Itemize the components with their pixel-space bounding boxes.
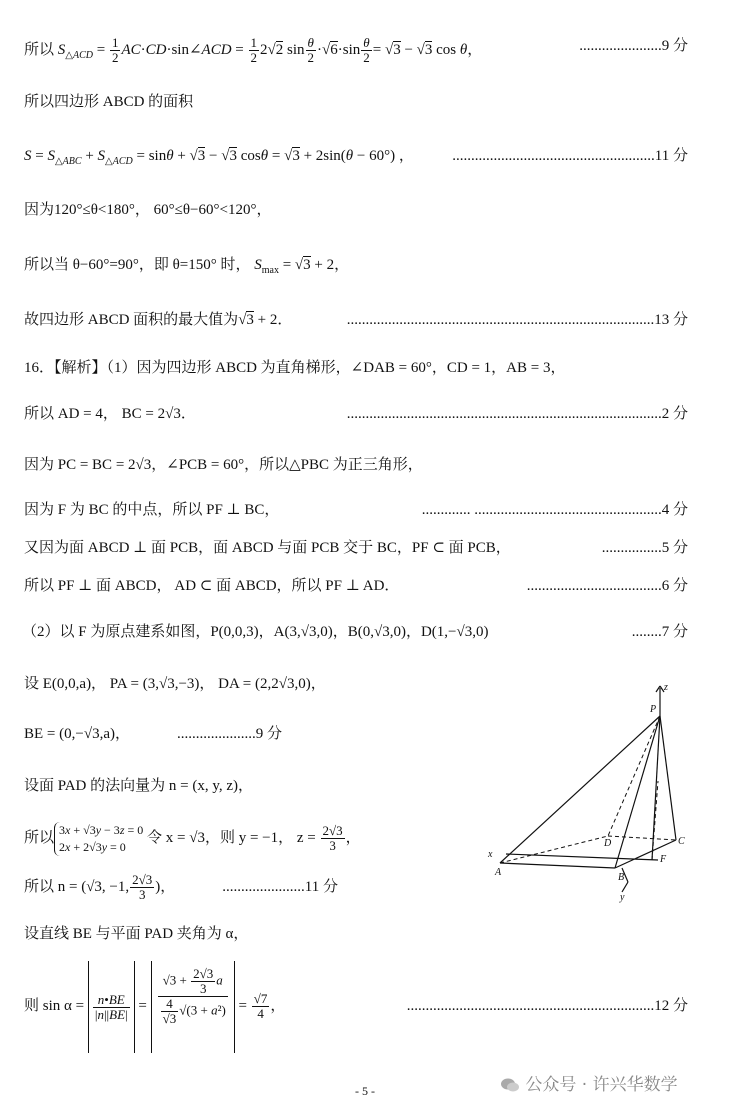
- line-19: 设直线 BE 与平面 PAD 夹角为 α，: [24, 926, 249, 942]
- score-18: ......................11 分: [222, 879, 338, 895]
- line-5: 所以当 θ−60°=90°，即 θ=150° 时， $S_{max} = √3 + 2$，: [24, 257, 350, 276]
- line-1: 所以 $S_{\triangle ACD}$ = $\frac{1}{2}$ AC·CD·sin∠ACD = $\frac{1}{2}$ 2√2 sin $\frac{\theta}{2}$ ·√6·sin $\frac{\theta}{2}$ = √3 − √3 cos θ，: [24, 35, 483, 65]
- fig-label-f: F: [660, 854, 667, 865]
- line-13: （2）以 F 为原点建系如图，P(0,0,3)，A(3,√3,0)，B(0,√3,0)，D(1,−√3,0): [22, 624, 489, 640]
- fig-label-d: D: [604, 838, 612, 849]
- fig-label-x: x: [488, 849, 493, 860]
- score-6: ..................................................................................13 分: [346, 312, 688, 328]
- score-8: ....................................................................................2 分: [346, 406, 688, 422]
- fig-label-y: y: [620, 892, 625, 903]
- fig-label-z: z: [664, 682, 668, 693]
- line-17: 所以3x + √3y − 3z = 0 2x + 2√3y = 0 令 x = √3，则 y = −1， z = $\frac{2√3}{3}$ ，: [24, 822, 361, 854]
- line-7: 16．【解析】（1）因为四边形 ABCD 为直角梯形，∠DAB = 60°，CD = 1，AB = 3，: [24, 360, 566, 376]
- score-11: ................5 分: [601, 540, 688, 556]
- fig-label-p: P: [650, 704, 657, 715]
- line-6: 故四边形 ABCD 面积的最大值为√3 + 2．: [24, 312, 293, 328]
- line-8: 所以 AD = 4， BC = 2√3．: [24, 406, 196, 422]
- geometry-figure: [480, 676, 700, 906]
- page-number: - 5 -: [355, 1084, 375, 1098]
- score-10: ............. ..................................................4 分: [421, 502, 688, 518]
- line-15: BE = (0,−√3,a)，: [24, 726, 130, 742]
- line-16: 设面 PAD 的法向量为 n = (x, y, z)，: [24, 778, 254, 794]
- line-2: 所以四边形 ABCD 的面积: [24, 94, 194, 110]
- fig-label-a: A: [495, 867, 502, 878]
- watermark-text: 公众号 · 许兴华数学: [525, 1075, 678, 1095]
- line-9: 因为 PC = BC = 2√3，∠PCB = 60°，所以△PBC 为正三角形，: [24, 457, 423, 473]
- line-3: $S = S_{\triangle ABC} + S_{\triangle ACD} = \sin\theta + √3 - √3$ cosθ = √3 + 2sin(θ − 60°) ，: [24, 148, 414, 167]
- line-18: 所以 n = (√3, −1, $\frac{2√3}{3}$ )，: [24, 872, 176, 903]
- score-20: ..................................................................12 分: [406, 998, 688, 1014]
- score-13: ........7 分: [631, 624, 688, 640]
- line-11: 又因为面 ABCD ⊥ 面 PCB，面 ABCD 与面 PCB 交于 BC，PF ⊂ 面 PCB，: [24, 540, 511, 556]
- line-14: 设 E(0,0,a)， PA = (3,√3,−3)， DA = (2,2√3,0)，: [24, 676, 326, 692]
- score-12: ....................................6 分: [526, 578, 688, 594]
- fig-label-b: B: [618, 872, 625, 883]
- line-1-prefix: 所以: [24, 41, 55, 58]
- line-4: 因为120°≤θ<180°， 60°≤θ−60°<120°，: [24, 202, 272, 218]
- score-3: ......................................................11 分: [452, 148, 688, 164]
- fig-label-c: C: [678, 836, 685, 847]
- score-1: ......................9 分: [579, 38, 688, 54]
- line-10: 因为 F 为 BC 的中点，所以 PF ⊥ BC，: [24, 502, 280, 518]
- line-20: 则 sin α = $\frac{n•BE}{|n||BE|}$ = √3 + $\frac{2√3}{3}$ a $\frac{4}{√3}$ √(3 + a²) = $\frac{√7}{4}$ ，: [24, 960, 285, 1053]
- score-15: .....................9 分: [176, 726, 282, 742]
- line-12: 所以 PF ⊥ 面 ABCD， AD ⊂ 面 ABCD，所以 PF ⊥ AD．: [24, 578, 400, 594]
